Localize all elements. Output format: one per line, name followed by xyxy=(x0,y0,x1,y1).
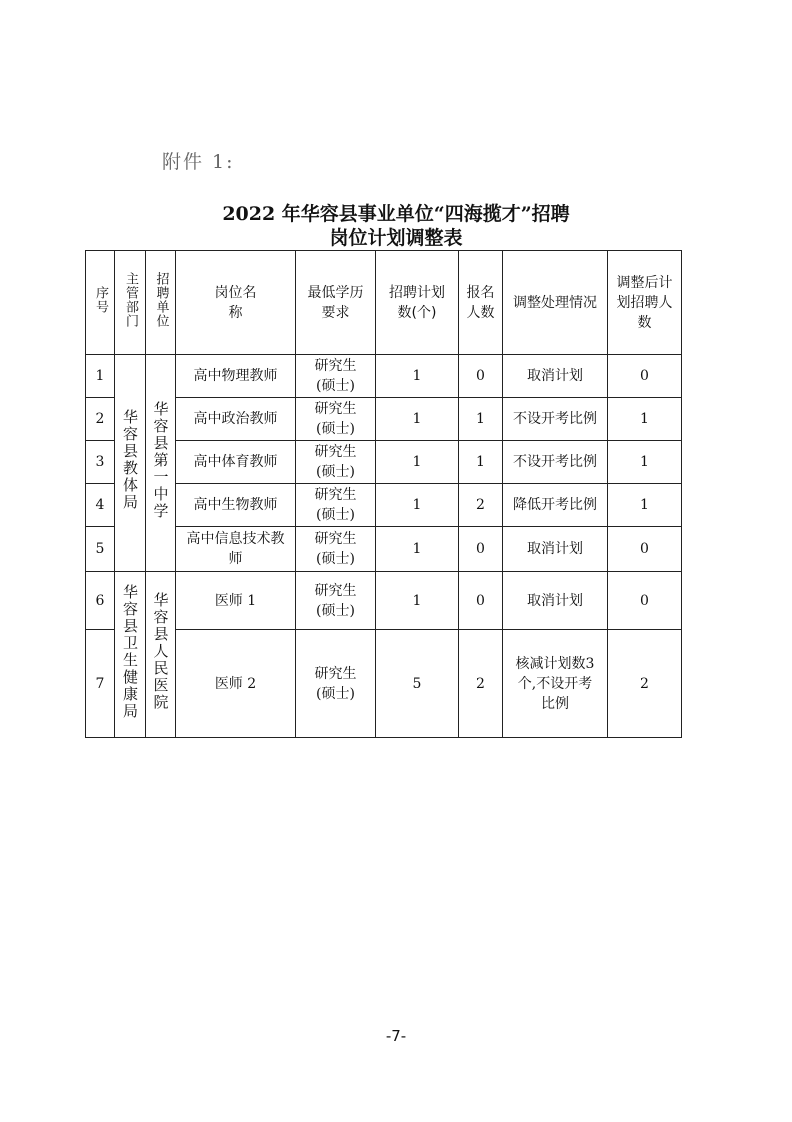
document-title-line1: 2022 年华容县事业单位“四海揽才”招聘 xyxy=(222,203,570,225)
cell-action: 核减计划数3个,不设开考比例 xyxy=(515,655,595,712)
cell-plan: 1 xyxy=(376,572,459,630)
cell-edu: 研究生(硕士) xyxy=(314,487,357,523)
cell-post: 医师 2 xyxy=(176,630,296,738)
cell-seq: 1 xyxy=(86,355,115,398)
cell-seq: 2 xyxy=(86,398,115,441)
cell-plan: 1 xyxy=(376,398,459,441)
cell-plan: 1 xyxy=(376,355,459,398)
cell-plan: 5 xyxy=(376,630,459,738)
table-row xyxy=(86,355,682,398)
cell-seq: 3 xyxy=(86,441,115,484)
cell-action: 取消计划 xyxy=(503,527,608,572)
cell-applicants: 2 xyxy=(459,630,503,738)
cell-seq: 7 xyxy=(86,630,115,738)
header-plan: 招聘计划数(个) xyxy=(389,284,445,321)
cell-edu: 研究生(硕士) xyxy=(314,444,357,480)
cell-applicants: 0 xyxy=(459,572,503,630)
cell-dept-group-2: 华容县卫生健康局 xyxy=(121,583,139,720)
cell-unit-group-2: 华容县人民医院 xyxy=(151,592,170,711)
cell-seq: 5 xyxy=(86,527,115,572)
cell-plan: 1 xyxy=(376,527,459,572)
cell-plan: 1 xyxy=(376,484,459,527)
header-unit: 招聘单位 xyxy=(153,271,169,328)
cell-post: 高中物理教师 xyxy=(176,355,296,398)
cell-applicants: 0 xyxy=(459,527,503,572)
cell-adjusted: 2 xyxy=(608,630,682,738)
cell-action: 取消计划 xyxy=(503,355,608,398)
header-edu: 最低学历要求 xyxy=(307,284,364,321)
cell-edu: 研究生(硕士) xyxy=(314,582,357,619)
header-adjusted: 调整后计划招聘人数 xyxy=(616,274,673,331)
cell-edu: 研究生(硕士) xyxy=(314,665,357,702)
annex-label: 附件 1: xyxy=(162,151,235,173)
cell-post: 高中政治教师 xyxy=(176,398,296,441)
table-row xyxy=(86,441,682,484)
recruitment-plan-table xyxy=(85,250,682,738)
cell-adjusted: 0 xyxy=(608,527,682,572)
cell-adjusted: 0 xyxy=(608,572,682,630)
cell-edu: 研究生(硕士) xyxy=(314,531,357,567)
cell-unit-group-1: 华容县第一中学 xyxy=(151,400,170,520)
page-number: -7- xyxy=(385,1027,407,1045)
table-row xyxy=(86,398,682,441)
cell-plan: 1 xyxy=(376,441,459,484)
cell-edu: 研究生(硕士) xyxy=(314,401,357,437)
cell-post: 高中生物教师 xyxy=(176,484,296,527)
cell-dept-group-1: 华容县教体局 xyxy=(121,409,139,511)
table-row xyxy=(86,630,682,738)
header-seq: 序号 xyxy=(93,285,108,314)
cell-adjusted: 1 xyxy=(608,484,682,527)
table-row xyxy=(86,484,682,527)
cell-seq: 4 xyxy=(86,484,115,527)
cell-post: 高中体育教师 xyxy=(176,441,296,484)
cell-edu: 研究生(硕士) xyxy=(314,358,357,394)
table-header-row xyxy=(86,251,682,355)
cell-action: 降低开考比例 xyxy=(513,497,597,513)
cell-action: 不设开考比例 xyxy=(513,454,597,470)
cell-action: 不设开考比例 xyxy=(513,411,597,427)
cell-adjusted: 1 xyxy=(608,398,682,441)
cell-applicants: 2 xyxy=(459,484,503,527)
cell-applicants: 0 xyxy=(459,355,503,398)
header-dept: 主管部门 xyxy=(123,271,138,328)
table-row xyxy=(86,527,682,572)
cell-action: 取消计划 xyxy=(503,572,608,630)
cell-applicants: 1 xyxy=(459,441,503,484)
cell-applicants: 1 xyxy=(459,398,503,441)
header-action: 调整处理情况 xyxy=(513,294,597,311)
document-title-line2: 岗位计划调整表 xyxy=(329,227,463,249)
cell-post: 高中信息技术教师 xyxy=(186,531,285,567)
header-post: 岗位名称 xyxy=(214,284,257,321)
header-applicants: 报名人数 xyxy=(466,284,495,321)
cell-adjusted: 1 xyxy=(608,441,682,484)
cell-seq: 6 xyxy=(86,572,115,630)
cell-post: 医师 1 xyxy=(176,572,296,630)
table-row xyxy=(86,572,682,630)
cell-adjusted: 0 xyxy=(608,355,682,398)
